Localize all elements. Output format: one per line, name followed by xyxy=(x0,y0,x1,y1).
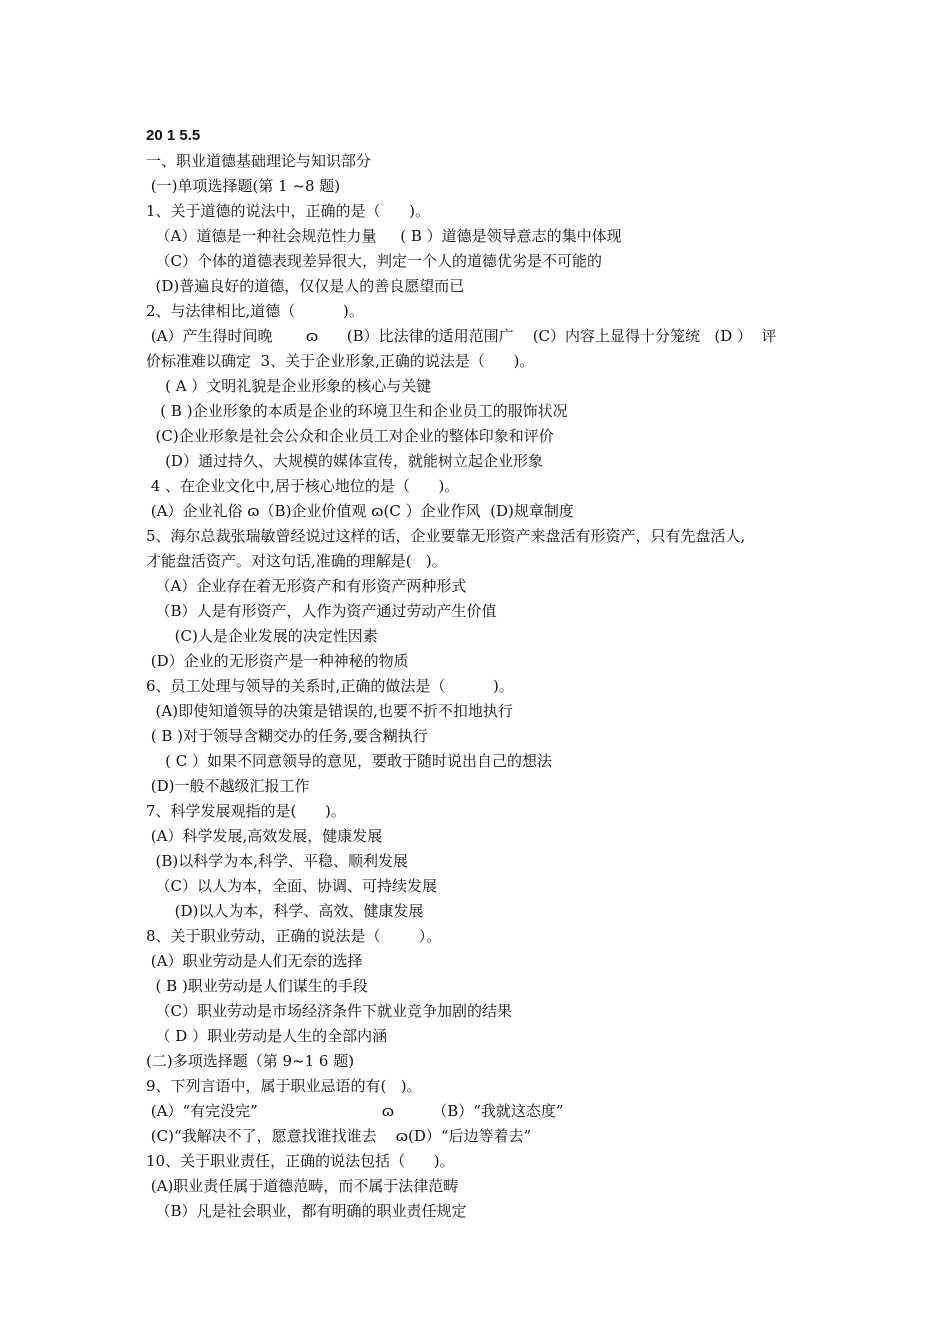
question-5: 5、海尔总裁张瑞敏曾经说过这样的话，企业要靠无形资产来盘活有形资产，只有先盘活人, xyxy=(146,527,746,545)
question-3-option-a: ( A ）文明礼貌是企业形象的核心与关键 xyxy=(146,377,432,395)
question-3-option-b: ( B )企业形象的本质是企业的环境卫生和企业员工的服饰状况 xyxy=(146,402,568,420)
question-7-option-b: (B)以科学为本,科学、平稳、顺利发展 xyxy=(146,852,409,870)
question-5-option-d: (D）企业的无形资产是一种神秘的物质 xyxy=(146,652,409,670)
question-5-option-b: （B）人是有形资产，人作为资产通过劳动产生价值 xyxy=(146,602,497,620)
question-5-option-c: (C)人是企业发展的决定性因素 xyxy=(146,627,378,645)
question-10: 10、关于职业责任，正确的说法包括（ )。 xyxy=(146,1152,455,1170)
question-5-cont: 才能盘活资产。对这句话,准确的理解是( )。 xyxy=(146,552,447,570)
question-8-option-c: （C）职业劳动是市场经济条件下就业竞争加剧的结果 xyxy=(146,1002,513,1020)
question-6-option-c: ( C ）如果不同意领导的意见，要敢于随时说出自己的想法 xyxy=(146,752,552,770)
question-7-option-d: (D)以人为本，科学、高效、健康发展 xyxy=(146,902,424,920)
question-9-options-ab: (A）“有完没完” ɷ （B）“我就这态度” xyxy=(146,1102,564,1120)
question-6-option-b: ( B )对于领导含糊交办的任务,要含糊执行 xyxy=(146,727,428,745)
question-2: 2、与法律相比,道德（ )。 xyxy=(146,302,364,320)
question-3: 价标准难以确定 3、关于企业形象,正确的说法是（ )。 xyxy=(146,352,535,370)
question-6-option-d: (D)一般不越级汇报工作 xyxy=(146,777,310,795)
question-6: 6、员工处理与领导的关系时,正确的做法是（ )。 xyxy=(146,677,514,695)
question-7-option-a: (A）科学发展,高效发展，健康发展 xyxy=(146,827,383,845)
subsection-heading: (一)单项选择题(第 1 ~8 题) xyxy=(146,177,341,195)
question-4-options: (A）企业礼俗 ɷ（B)企业价值观 ɷ(C ）企业作风 (D)规章制度 xyxy=(146,502,574,520)
question-5-option-a: （A）企业存在着无形资产和有形资产两种形式 xyxy=(146,577,467,595)
question-1-option-c: （C）个体的道德表现差异很大，判定一个人的道德优劣是不可能的 xyxy=(146,252,603,270)
document-date: 20 1 5.5 xyxy=(146,127,201,144)
subsection-heading-2: (二)多项选择题（第 9~1 6 题) xyxy=(146,1052,355,1070)
question-2-options: (A）产生得时间晚 ɷ (B）比法律的适用范围广 (C）内容上显得十分笼统 (D ） 评 xyxy=(146,327,777,345)
question-1-options-ab: （A）道德是一种社会规范性力量 ( B ）道德是领导意志的集中体现 xyxy=(146,227,622,245)
question-1-option-d: (D)普遍良好的道德，仅仅是人的善良愿望而已 xyxy=(146,277,465,295)
question-8-option-d: （ D ）职业劳动是人生的全部内涵 xyxy=(146,1027,388,1045)
question-8: 8、关于职业劳动，正确的说法是（ ）。 xyxy=(146,927,442,945)
question-8-option-b: ( B )职业劳动是人们谋生的手段 xyxy=(146,977,368,995)
question-9-options-cd: (C)“我解决不了，愿意找谁找谁去 ɷ(D）“后边等着去” xyxy=(146,1127,532,1145)
question-1: 1、关于道德的说法中，正确的是（ )。 xyxy=(146,202,431,220)
question-3-option-c: (C)企业形象是社会公众和企业员工对企业的整体印象和评价 xyxy=(146,427,554,445)
question-10-option-a: (A)职业责任属于道德范畴，而不属于法律范畴 xyxy=(146,1177,459,1195)
question-7-option-c: （C）以人为本，全面、协调、可持续发展 xyxy=(146,877,438,895)
question-3-option-d: (D）通过持久、大规模的媒体宣传，就能树立起企业形象 xyxy=(146,452,543,470)
question-6-option-a: (A)即使知道领导的决策是错误的,也要不折不扣地执行 xyxy=(146,702,513,720)
question-4: 4 、在企业文化中,居于核心地位的是（ )。 xyxy=(146,477,460,495)
question-10-option-b: （B）凡是社会职业，都有明确的职业责任规定 xyxy=(146,1202,467,1220)
question-9: 9、下列言语中，属于职业忌语的有( )。 xyxy=(146,1077,422,1095)
question-8-option-a: (A）职业劳动是人们无奈的选择 xyxy=(146,952,363,970)
section-heading: 一、职业道德基础理论与知识部分 xyxy=(146,152,372,170)
question-7: 7、科学发展观指的是( )。 xyxy=(146,802,346,820)
